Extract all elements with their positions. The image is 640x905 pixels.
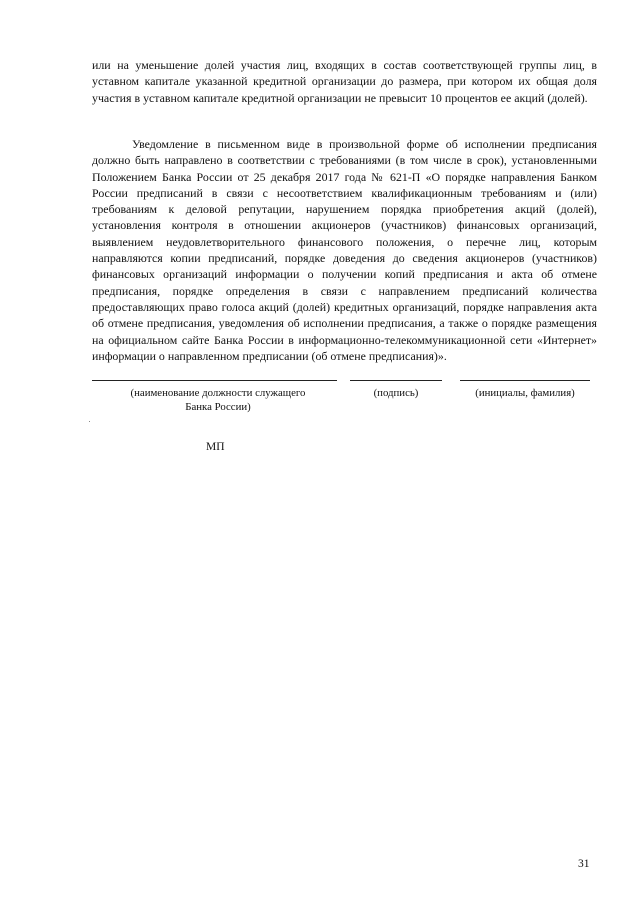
scan-speck	[89, 421, 90, 422]
name-caption: (инициалы, фамилия)	[475, 387, 575, 399]
signature-caption: (подпись)	[373, 387, 419, 399]
page-number: 31	[578, 858, 590, 870]
name-signature-line	[460, 380, 590, 381]
position-caption-line2: Банка России)	[185, 401, 251, 413]
position-caption-line1: (наименование должности служащего	[130, 387, 306, 399]
paragraph-notification-requirements: Уведомление в письменном виде в произвольной форме об исполнении предписания должно быть направлено в соответствии с требованиями (в том числе в срок), установленными Положением Банка России от 25 декабря 2017 года № 621-П «О порядке направления Банком России предписаний в связи с несоответствием квалификационным требованиям и (или) требованиям к деловой репутации, нарушением порядка приобретения акций (долей), установления контроля в отношении акционеров (участников) финансовых организаций, выявлением неудовлетворительного финансового положения, о перечне лиц, которым направляются копии предписаний, порядке доведения до сведения акционеров (участников) финансовых организаций информации о получении копий предписания и акта об отмене предписания, порядке определения в связи с направлением предписаний количества предоставляющих право голоса акций (долей) кредитных организаций, порядке направления акта об отмене предписания, уведомления об исполнении предписания, а также о порядке размещения на официальном сайте Банка России в информационно-телекоммуникационной сети «Интернет» информации о направленном предписании (об отмене предписания)».	[92, 137, 597, 363]
stamp-label: МП	[206, 441, 225, 453]
position-caption	[102, 386, 334, 414]
position-signature-line	[92, 380, 337, 381]
signature-line	[350, 380, 442, 381]
paragraph-continuation: или на уменьшение долей участия лиц, входящих в состав соответствующей группы лиц, в уставном капитале указанной кредитной организации до размера, при котором их общая доля участия в уставном капитале кредитной организации не превысит 10 процентов ее акций (долей).	[92, 58, 597, 105]
